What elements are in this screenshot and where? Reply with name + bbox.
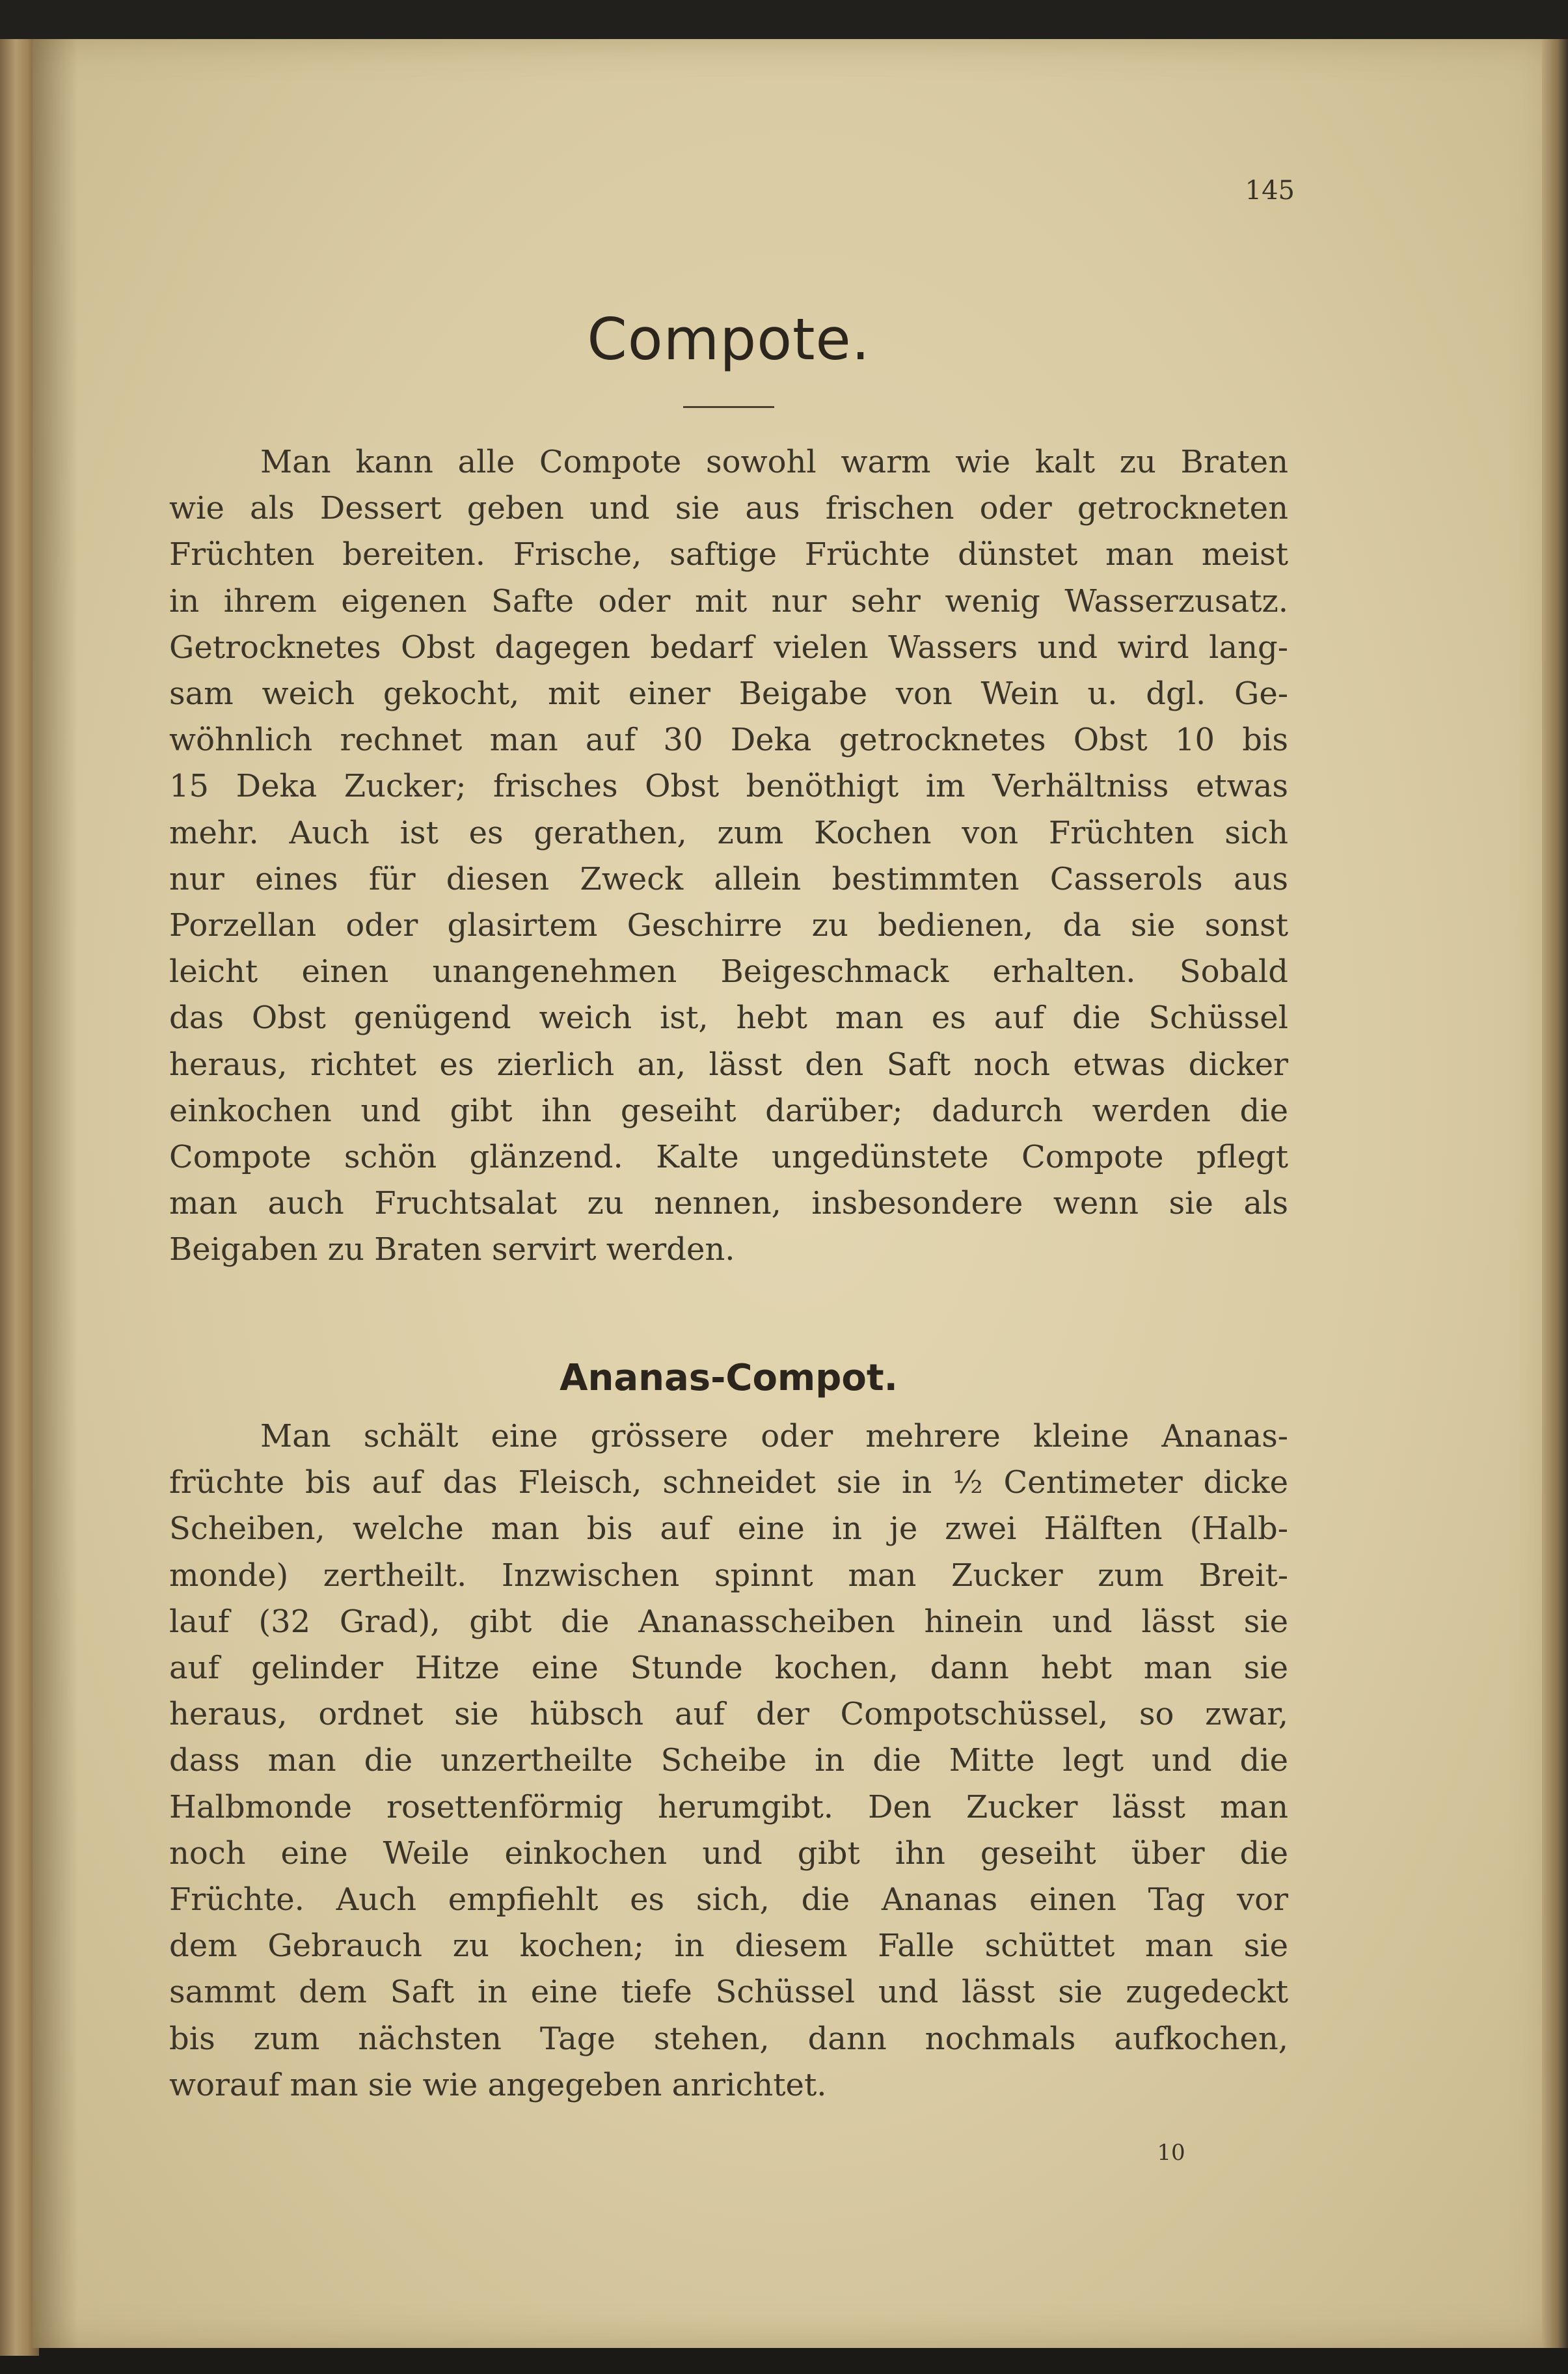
text-line: einkochen und gibt ihn geseiht darüber; dadurch werden die <box>169 1092 1288 1129</box>
text-line: nur eines für diesen Zweck allein bestimmten Casserols aus <box>169 860 1288 897</box>
text-line: monde) zertheilt. Inzwischen spinnt man Zucker zum Breit- <box>169 1557 1288 1594</box>
section-paragraph <box>169 439 1288 1274</box>
text-line: worauf man sie wie angegeben anrichtet. <box>169 2066 827 2103</box>
recipe-paragraph <box>169 1413 1288 2108</box>
text-line: in ihrem eigenen Safte oder mit nur sehr wenig Wasserzusatz. <box>169 582 1288 620</box>
text-line: Man schält eine grössere oder mehrere kleine Ananas- <box>260 1418 1288 1454</box>
text-line: dass man die unzertheilte Scheibe in die Mitte legt und die <box>169 1742 1288 1779</box>
text-line: Man kann alle Compote sowohl warm wie kalt zu Braten <box>260 444 1288 480</box>
printer-signature-mark: 10 <box>1157 2140 1185 2166</box>
text-line: lauf (32 Grad), gibt die Ananasscheiben hinein und lässt sie <box>169 1603 1288 1640</box>
text-line: leicht einen unangenehmen Beigeschmack erhalten. Sobald <box>169 953 1288 990</box>
text-line: wie als Dessert geben und sie aus frischen oder getrockneten <box>169 490 1288 527</box>
text-line: sam weich gekocht, mit einer Beigabe von Wein u. dgl. Ge- <box>169 675 1288 713</box>
text-line: Beigaben zu Braten servirt werden. <box>169 1231 735 1268</box>
text-line: noch eine Weile einkochen und gibt ihn geseiht über die <box>169 1835 1288 1872</box>
section-title: Compote. <box>587 306 871 373</box>
page-right-edge <box>1542 39 1568 2348</box>
text-line: Compote schön glänzend. Kalte ungedünstete Compote pflegt <box>169 1139 1288 1176</box>
text-line: Scheiben, welche man bis auf eine in je zwei Hälften (Halb- <box>169 1510 1288 1548</box>
title-divider <box>683 406 774 408</box>
text-line: das Obst genügend weich ist, hebt man es auf die Schüssel <box>169 1000 1288 1037</box>
text-line: dem Gebrauch zu kochen; in diesem Falle schüttet man sie <box>169 1928 1288 1965</box>
text-line: Früchten bereiten. Frische, saftige Früchte dünstet man meist <box>169 536 1288 573</box>
text-line: sammt dem Saft in eine tiefe Schüssel und lässt sie zugedeckt <box>169 1974 1288 2011</box>
text-line: früchte bis auf das Fleisch, schneidet sie in ½ Centimeter dicke <box>169 1464 1288 1501</box>
text-line: 15 Deka Zucker; frisches Obst benöthigt im Verhältniss etwas <box>169 768 1288 805</box>
recipe-title: Ananas-Compot. <box>560 1357 898 1399</box>
scan-background-top <box>0 0 1568 43</box>
text-line: heraus, ordnet sie hübsch auf der Compotschüssel, so zwar, <box>169 1696 1288 1733</box>
text-line: bis zum nächsten Tage stehen, dann nochmals aufkochen, <box>169 2020 1288 2057</box>
text-line: wöhnlich rechnet man auf 30 Deka getrocknetes Obst 10 bis <box>169 722 1288 759</box>
text-line: mehr. Auch ist es gerathen, zum Kochen von Früchten sich <box>169 814 1288 851</box>
text-line: Früchte. Auch empfiehlt es sich, die Ananas einen Tag vor <box>169 1881 1288 1918</box>
text-line: Halbmonde rosettenförmig herumgibt. Den Zucker lässt man <box>169 1788 1288 1825</box>
text-line: Getrocknetes Obst dagegen bedarf vielen Wassers und wird lang- <box>169 629 1288 666</box>
gutter-shadow <box>33 39 78 2348</box>
page-number: 145 <box>1245 176 1295 206</box>
text-line: heraus, richtet es zierlich an, lässt den Saft noch etwas dicker <box>169 1046 1288 1083</box>
text-line: auf gelinder Hitze eine Stunde kochen, dann hebt man sie <box>169 1650 1288 1687</box>
text-line: man auch Fruchtsalat zu nennen, insbesondere wenn sie als <box>169 1185 1288 1222</box>
text-line: Porzellan oder glasirtem Geschirre zu bedienen, da sie sonst <box>169 907 1288 944</box>
